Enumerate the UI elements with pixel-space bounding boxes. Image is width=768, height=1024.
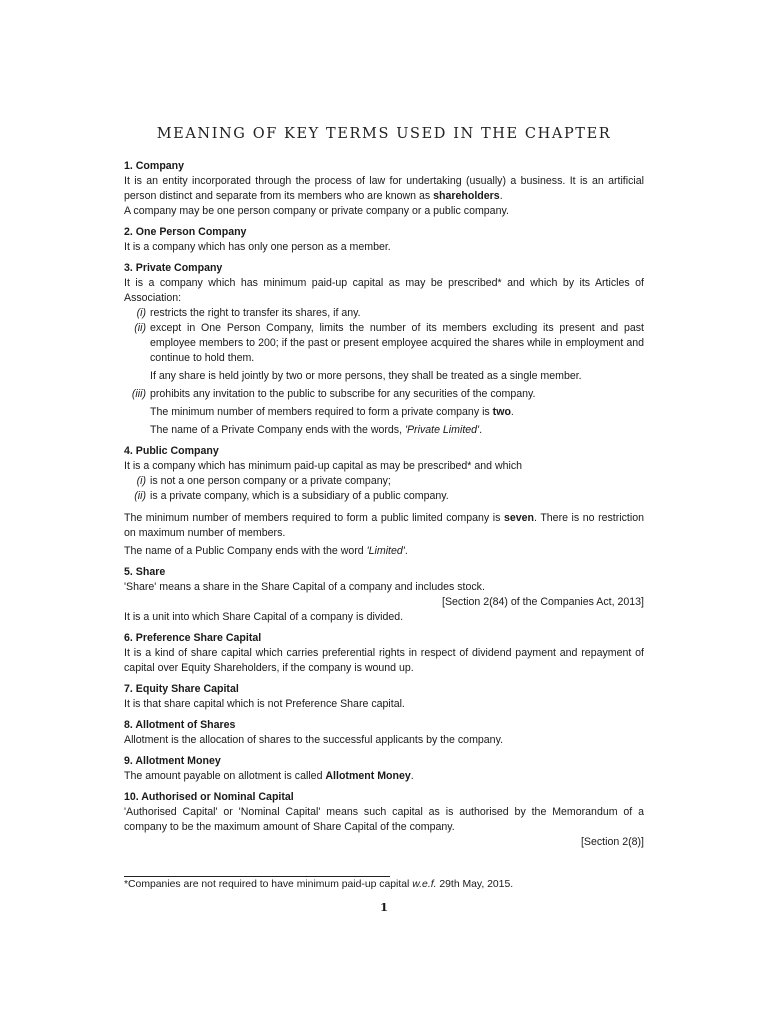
list-item: [124, 306, 644, 321]
heading-share: 5. Share: [124, 566, 166, 578]
heading-private-company: 3. Private Company: [124, 262, 223, 274]
heading-one-person-company: 2. One Person Company: [124, 226, 247, 238]
text-run: The name of a Public Company ends with the word: [124, 545, 367, 557]
text-run: *Companies are not required to have minimum paid-up capital: [124, 879, 413, 890]
list-item-text: prohibits any invitation to the public to subscribe for any securities of the company.: [150, 388, 536, 400]
heading-authorised-capital: 10. Authorised or Nominal Capital: [124, 791, 294, 803]
section-reference: [Section 2(8)]: [580, 836, 644, 848]
italic-term-limited: 'Limited': [366, 545, 405, 557]
allotment-money-definition: [124, 769, 644, 784]
bold-term-two: two: [492, 406, 511, 418]
text-run: .: [479, 424, 483, 436]
private-name-note: [124, 423, 644, 438]
company-types-paragraph: A company may be one person company or private company or a public company.: [124, 205, 509, 217]
bold-term-shareholders: shareholders: [433, 190, 500, 202]
text-run: . There is no restriction on maximum number of members.: [124, 512, 644, 539]
section-reference: [Section 2(84) of the Companies Act, 2013]: [442, 596, 644, 608]
list-item-number: (ii): [134, 490, 146, 502]
list-item-text: restricts the right to transfer its shares, if any.: [150, 307, 361, 319]
heading-company: 1. Company: [124, 160, 185, 172]
bold-term-allotment-money: Allotment Money: [325, 770, 411, 782]
text-run: 29th May, 2015.: [436, 879, 514, 890]
page-number: 1: [379, 900, 388, 914]
list-item: [124, 321, 644, 366]
footnote: [124, 878, 644, 892]
joint-holding-note: If any share is held jointly by two or more persons, they shall be treated as a single member.: [150, 370, 582, 382]
bold-term-seven: seven: [503, 512, 535, 524]
definitions-content: [124, 159, 644, 850]
text-run: .: [499, 190, 503, 202]
text-run: .: [510, 406, 514, 418]
list-item-number: (i): [136, 475, 146, 487]
list-item-number: (iii): [131, 388, 146, 400]
italic-term-wef: w.e.f.: [412, 879, 437, 890]
equity-share-capital-definition: It is that share capital which is not Preference Share capital.: [124, 698, 405, 710]
text-run: The minimum number of members required to form a public limited company is: [124, 512, 504, 524]
allotment-of-shares-definition: Allotment is the allocation of shares to the successful applicants by the company.: [124, 734, 504, 746]
share-definition: 'Share' means a share in the Share Capital of a company and includes stock.: [124, 581, 485, 593]
heading-preference-share-capital: 6. Preference Share Capital: [124, 632, 262, 644]
text-run: The amount payable on allotment is called: [124, 770, 326, 782]
public-name-paragraph: [124, 544, 644, 559]
text-run: The name of a Private Company ends with the words,: [150, 424, 405, 436]
public-min-members-paragraph: [124, 511, 644, 541]
italic-term-private-limited: 'Private Limited': [404, 424, 480, 436]
list-item-number: (ii): [134, 322, 146, 334]
heading-allotment-money: 9. Allotment Money: [124, 755, 221, 767]
heading-public-company: 4. Public Company: [124, 445, 219, 457]
public-company-definition: It is a company which has minimum paid-up capital as may be prescribed* and which: [124, 460, 523, 472]
heading-allotment-of-shares: 8. Allotment of Shares: [124, 719, 236, 731]
heading-equity-share-capital: 7. Equity Share Capital: [124, 683, 239, 695]
private-min-members-note: [124, 405, 644, 420]
one-person-company-definition: It is a company which has only one person as a member.: [124, 241, 391, 253]
list-item: [124, 474, 644, 489]
list-item-number: (i): [136, 307, 146, 319]
private-company-definition: It is a company which has minimum paid-up capital as may be prescribed* and which by its Articles of Association:: [124, 277, 644, 304]
preference-share-capital-definition: It is a kind of share capital which carries preferential rights in respect of dividend payment and repayment of capital over Equity Shareholders, if the company is wound up.: [124, 647, 644, 674]
share-unit-paragraph: It is a unit into which Share Capital of a company is divided.: [124, 611, 404, 623]
page-title: MEANING OF KEY TERMS USED IN THE CHAPTER: [156, 126, 612, 142]
list-item-text: except in One Person Company, limits the number of its members excluding its present and past employee members to 200; if the past or present employee acquired the shares while in employment and continue to hold them.: [150, 322, 644, 364]
list-item-text: is a private company, which is a subsidiary of a public company.: [150, 490, 449, 502]
list-item-text: is not a one person company or a private company;: [150, 475, 391, 487]
text-run: It is an entity incorporated through the process of law for undertaking (usually) a business. It is an artificial person distinct and separate from its members who are known as: [124, 175, 644, 202]
list-item: [124, 387, 644, 402]
text-run: .: [404, 545, 408, 557]
list-item: [124, 489, 644, 504]
company-definition: [124, 174, 644, 204]
text-run: The minimum number of members required to form a private company is: [150, 406, 493, 418]
text-run: .: [410, 770, 414, 782]
authorised-capital-definition: 'Authorised Capital' or 'Nominal Capital' means such capital as is authorised by the Memorandum of a company to be the maximum amount of Share Capital of the company.: [124, 806, 644, 833]
footnote-divider: [124, 876, 390, 877]
